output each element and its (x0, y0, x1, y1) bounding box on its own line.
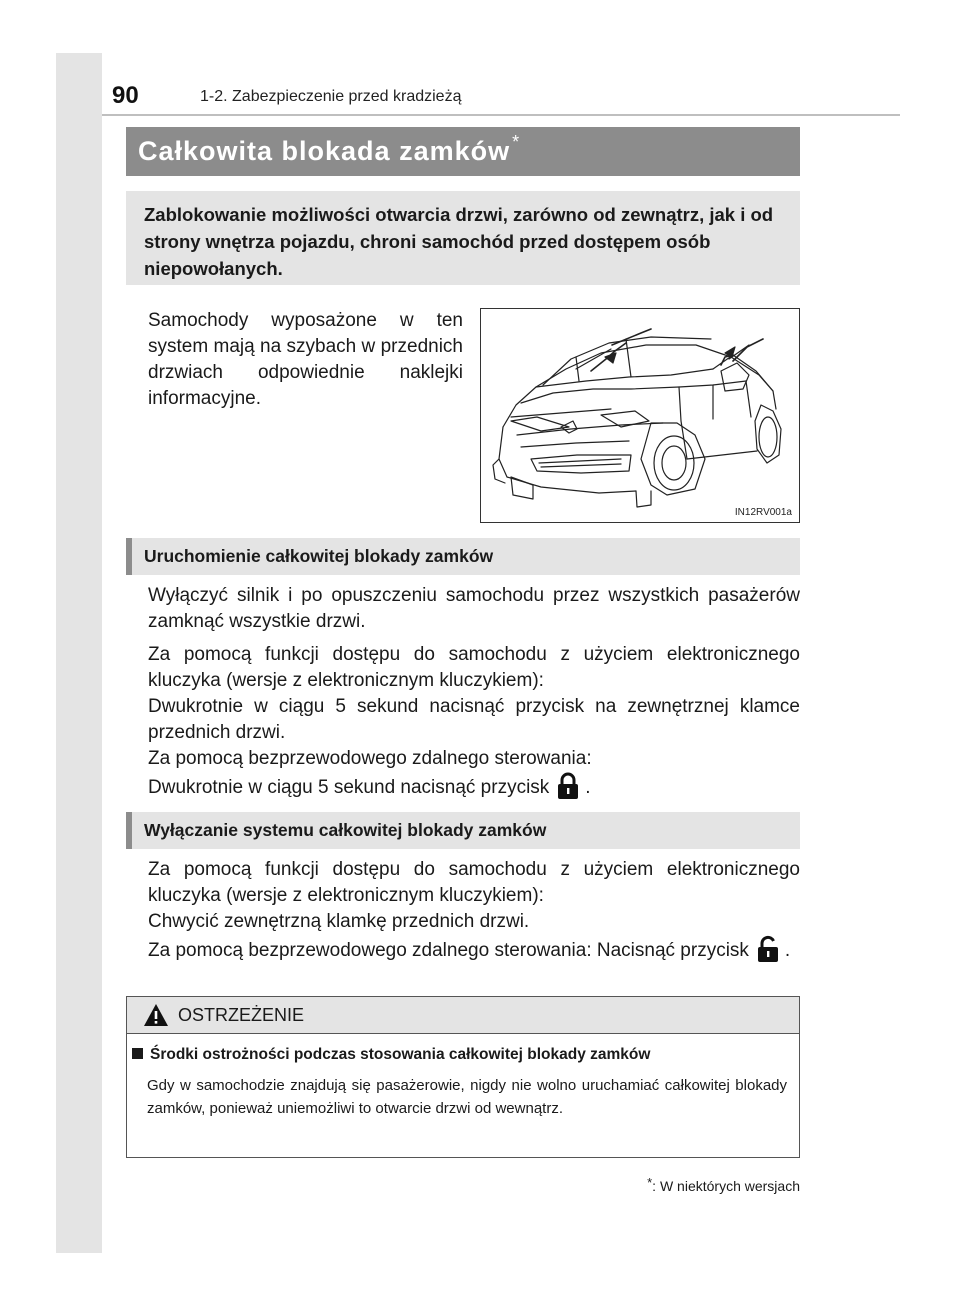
section-title-bar (126, 127, 800, 176)
footnote-text: : W niektórych wersjach (652, 1178, 800, 1194)
chapter-title: 1-2. Zabezpieczenie przed kradzieżą (200, 88, 462, 105)
warning-heading (132, 1046, 650, 1064)
bullet-square-icon (132, 1048, 143, 1059)
unlock-icon (757, 935, 779, 971)
warning-title: OSTRZEŻENIE (178, 1005, 305, 1025)
deactivate-line-3-end: . (784, 940, 791, 961)
subheading-activate-label: Uruchomienie całkowitej blokady zamków (144, 546, 494, 566)
activate-paragraph-1: Wyłączyć silnik i po opuszczeniu samochodu przez wszystkich pasażerów zamknąć wszystkie drzwi. (148, 585, 800, 632)
header-rule (102, 114, 900, 116)
intro-paragraph: Samochody wyposażone w ten system mają na szybach w przednich drzwiach odpowiednie naklejki informacyjne. (148, 310, 463, 409)
deactivate-line-1: Za pomocą funkcji dostępu do samochodu z użyciem elektronicznego kluczyka (wersje z elektronicznym kluczykiem): (148, 859, 800, 906)
activate-line-3: Za pomocą bezprzewodowego zdalnego sterowania: (148, 748, 592, 769)
activate-line-4 (148, 772, 800, 808)
lock-icon (557, 772, 579, 808)
footnote (647, 1175, 800, 1194)
warning-heading-text: Środki ostrożności podczas stosowania całkowitej blokady zamków (150, 1046, 651, 1063)
intro-text: Zablokowanie możliwości otwarcia drzwi, zarówno od zewnątrz, jak i od strony wnętrza pojazdu, chroni samochód przed dostępem osób niepowołanych. (144, 204, 774, 279)
warning-text: Gdy w samochodzie znajdują się pasażerowie, nigdy nie wolno uruchamiać całkowitej blokady zamków, ponieważ uniemożliwi to otwarcie drzwi od wewnątrz. (147, 1077, 787, 1117)
warning-triangle-icon (143, 1003, 169, 1032)
subheading-accent (126, 812, 132, 849)
page-number: 90 (112, 82, 139, 109)
deactivate-paragraph (148, 857, 800, 971)
car-illustration (481, 309, 799, 522)
warning-header (127, 997, 799, 1034)
warning-box (126, 996, 800, 1158)
section-title: Całkowita blokada zamków * (138, 132, 521, 166)
subheading-deactivate-label: Wyłączanie systemu całkowitej blokady zamków (144, 820, 547, 840)
footnote-marker: * (647, 1175, 653, 1190)
activate-line-1: Za pomocą funkcji dostępu do samochodu z użyciem elektronicznego kluczyka (wersje z elektronicznym kluczykiem): (148, 644, 800, 691)
subheading-activate (126, 538, 800, 575)
figure-code: IN12RV001a (734, 507, 792, 518)
side-tab (56, 53, 102, 1253)
intro-box (126, 191, 800, 285)
car-figure (480, 308, 800, 523)
subheading-accent (126, 538, 132, 575)
deactivate-line-2: Chwycić zewnętrzną klamkę przednich drzwi. (148, 911, 530, 932)
deactivate-line-3-text: Za pomocą bezprzewodowego zdalnego sterowania: Nacisnąć przycisk (148, 940, 749, 961)
footnote-marker: * (512, 132, 521, 152)
activate-paragraph-2 (148, 642, 800, 808)
activate-line-4-end: . (585, 777, 591, 798)
deactivate-line-3 (148, 935, 800, 971)
activate-line-4-text: Dwukrotnie w ciągu 5 sekund nacisnąć przycisk (148, 777, 550, 798)
activate-line-2: Dwukrotnie w ciągu 5 sekund nacisnąć przycisk na zewnętrznej klamce przednich drzwi. (148, 696, 800, 743)
subheading-deactivate (126, 812, 800, 849)
